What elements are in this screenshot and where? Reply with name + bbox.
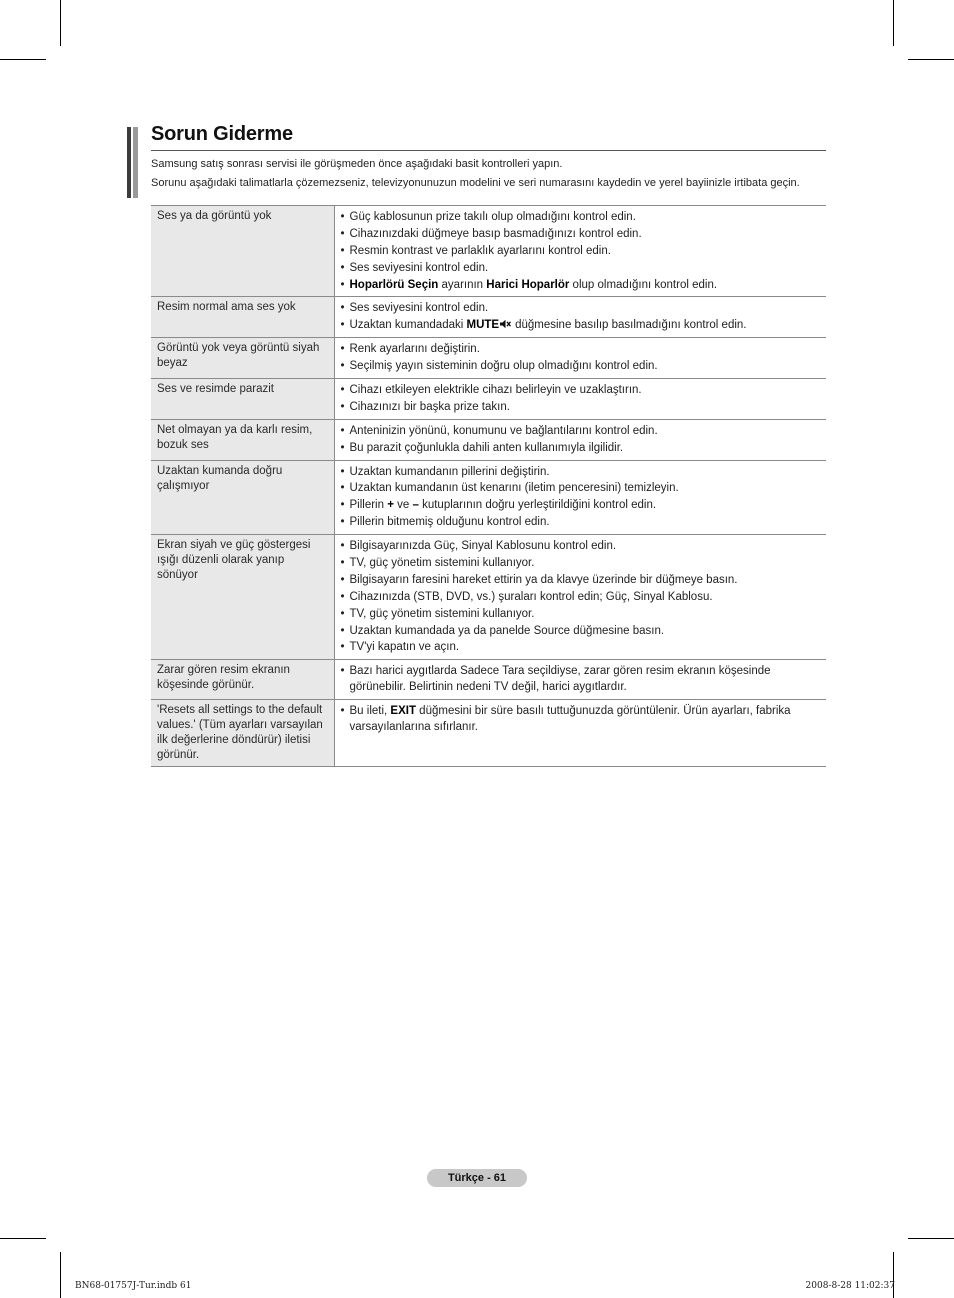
table-row [151,338,826,379]
text-run: Cihazı etkileyen elektrikle cihazı belirleyin ve uzaklaştırın. [349,384,642,397]
page-title: Sorun Giderme [151,123,293,145]
crop-mark [0,59,46,60]
solution-list [341,300,821,333]
table-row [151,660,826,700]
text-run: Seçilmiş yayın sisteminin doğru olup olmadığını kontrol edin. [349,360,658,373]
list-item [341,663,821,695]
text-run: Cihazınızı bir başka prize takın. [349,400,510,413]
table-row [151,206,826,297]
symptom-cell: Net olmayan ya da karlı resim, bozuk ses [151,419,334,460]
text-run: Bilgisayarınızda Güç, Sinyal Kablosunu kontrol edin. [349,540,617,553]
symptom-cell: Görüntü yok veya görüntü siyah beyaz [151,338,334,379]
solution-cell [334,379,826,420]
table-row [151,297,826,338]
symptom-cell: 'Resets all settings to the default values.' (Tüm ayarları varsayılan ilk değerlerine döndürür) iletisi görünür. [151,700,334,767]
text-run: Cihazınızda (STB, DVD, vs.) şuraları kontrol edin; Güç, Sinyal Kablosu. [349,590,713,603]
bold-term: – [412,499,419,512]
solution-list [341,209,821,293]
text-run: ve [393,499,413,512]
text-run: Ses seviyesini kontrol edin. [349,302,489,315]
list-item [341,514,821,530]
list-item [341,497,821,513]
text-run: Güç kablosunun prize takılı olup olmadığını kontrol edin. [349,211,636,223]
list-item [341,300,821,316]
solution-cell [334,700,826,767]
table-row [151,460,826,535]
crop-mark [0,1238,46,1239]
intro-text: Sorunu aşağıdaki talimatlarla çözemezseniz, televizyonunuzun modelini ve seri numarasını kaydedin ve yerel bayiinizle irtibata geçin. [151,177,800,189]
text-run: olup olmadığını kontrol edin. [569,278,718,291]
solution-list [341,341,821,374]
solution-cell [334,206,826,297]
text-run: TV, güç yönetim sistemini kullanıyor. [349,607,535,620]
list-item [341,423,821,439]
text-run: TV, güç yönetim sistemini kullanıyor. [349,557,535,570]
troubleshooting-table [151,205,826,767]
text-run: TV'yi kapatın ve açın. [349,641,460,654]
bold-term: MUTE [466,319,500,332]
list-item [341,440,821,456]
text-run: Bu ileti, [349,705,391,718]
solution-cell [334,460,826,535]
page-number-badge: Türkçe - 61 [427,1169,527,1187]
symptom-cell: Resim normal ama ses yok [151,297,334,338]
intro-text: Samsung satış sonrası servisi ile görüşmeden önce aşağıdaki basit kontrolleri yapın. [151,158,563,170]
list-item [341,464,821,480]
footer-timestamp: 2008-8-28 11:02:37 [805,1281,895,1291]
table-row [151,535,826,660]
list-item [341,623,821,639]
text-run: Uzaktan kumandadaki [349,319,467,332]
list-item [341,703,821,735]
list-item [341,480,821,496]
list-item [341,538,821,554]
solution-list [341,423,821,456]
text-run: Uzaktan kumandanın üst kenarını (iletim penceresini) temizleyin. [349,482,679,495]
solution-list [341,703,821,735]
text-run: Uzaktan kumandanın pillerini değiştirin. [349,465,550,478]
text-run: Pillerin bitmemiş olduğunu kontrol edin. [349,516,550,529]
bold-term: Hoparlörü Seçin [349,278,439,291]
list-item [341,209,821,225]
crop-mark [908,1238,954,1239]
list-item [341,555,821,571]
solution-list [341,538,821,655]
crop-mark [60,1252,61,1298]
bold-term: EXIT [390,705,416,718]
solution-cell [334,660,826,700]
solution-cell [334,419,826,460]
solution-list [341,663,821,695]
crop-mark [60,0,61,46]
symptom-cell: Ses ya da görüntü yok [151,206,334,297]
text-run: ayarının [438,278,487,291]
symptom-cell: Ses ve resimde parazit [151,379,334,420]
list-item [341,589,821,605]
text-run: Ses seviyesini kontrol edin. [349,261,489,274]
list-item [341,260,821,276]
text-run: düğmesini bir süre basılı tuttuğunuzda görüntülenir. Ürün ayarları, fabrika varsayılanlarına sıfırlanır. [349,705,791,734]
solution-cell [334,338,826,379]
symptom-cell: Uzaktan kumanda doğru çalışmıyor [151,460,334,535]
text-run: kutuplarının doğru yerleştirildiğini kontrol edin. [418,499,657,512]
text-run: Bu parazit çoğunlukla dahili anten kullanımıyla ilgilidir. [349,441,624,454]
list-item [341,226,821,242]
text-run: Bazı harici aygıtlarda Sadece Tara seçildiyse, zarar gören resim ekranın köşesinde görünebilir. Belirtinin nedeni TV değil, harici aygıtlardır. [349,665,771,694]
text-run: Bilgisayarın faresini hareket ettirin ya da klavye üzerinde bir düğmeye basın. [349,573,738,586]
list-item [341,639,821,655]
solution-list [341,382,821,415]
list-item [341,358,821,374]
solution-cell [334,297,826,338]
text-run: Renk ayarlarını değiştirin. [349,343,480,356]
mute-icon [500,319,511,329]
list-item [341,243,821,259]
footer-file-info: BN68-01757J-Tur.indb 61 [75,1281,192,1291]
list-item [341,399,821,415]
text-run: Anteninizin yönünü, konumunu ve bağlantılarını kontrol edin. [349,424,658,437]
title-accent-bar [127,127,139,198]
text-run: düğmesine basılıp basılmadığını kontrol edin. [515,319,747,332]
text-run: Cihazınızdaki düğmeye basıp basmadığınızı kontrol edin. [349,227,642,240]
bold-term: Harici Hoparlör [486,278,570,291]
solution-cell [334,535,826,660]
list-item [341,606,821,622]
text-run: Resmin kontrast ve parlaklık ayarlarını kontrol edin. [349,244,611,257]
title-divider [151,150,826,151]
table-row [151,419,826,460]
text-run: Uzaktan kumandada ya da panelde Source düğmesine basın. [349,624,665,637]
crop-mark [908,59,954,60]
list-item [341,572,821,588]
list-item [341,317,821,333]
bold-term: + [387,499,394,512]
text-run: Pillerin [349,499,388,512]
symptom-cell: Ekran siyah ve güç göstergesi ışığı düzenli olarak yanıp sönüyor [151,535,334,660]
table-row [151,700,826,767]
symptom-cell: Zarar gören resim ekranın köşesinde görünür. [151,660,334,700]
crop-mark [893,0,894,46]
list-item [341,277,821,293]
list-item [341,341,821,357]
crop-mark [893,1252,894,1298]
list-item [341,382,821,398]
solution-list [341,464,821,531]
table-row [151,379,826,420]
